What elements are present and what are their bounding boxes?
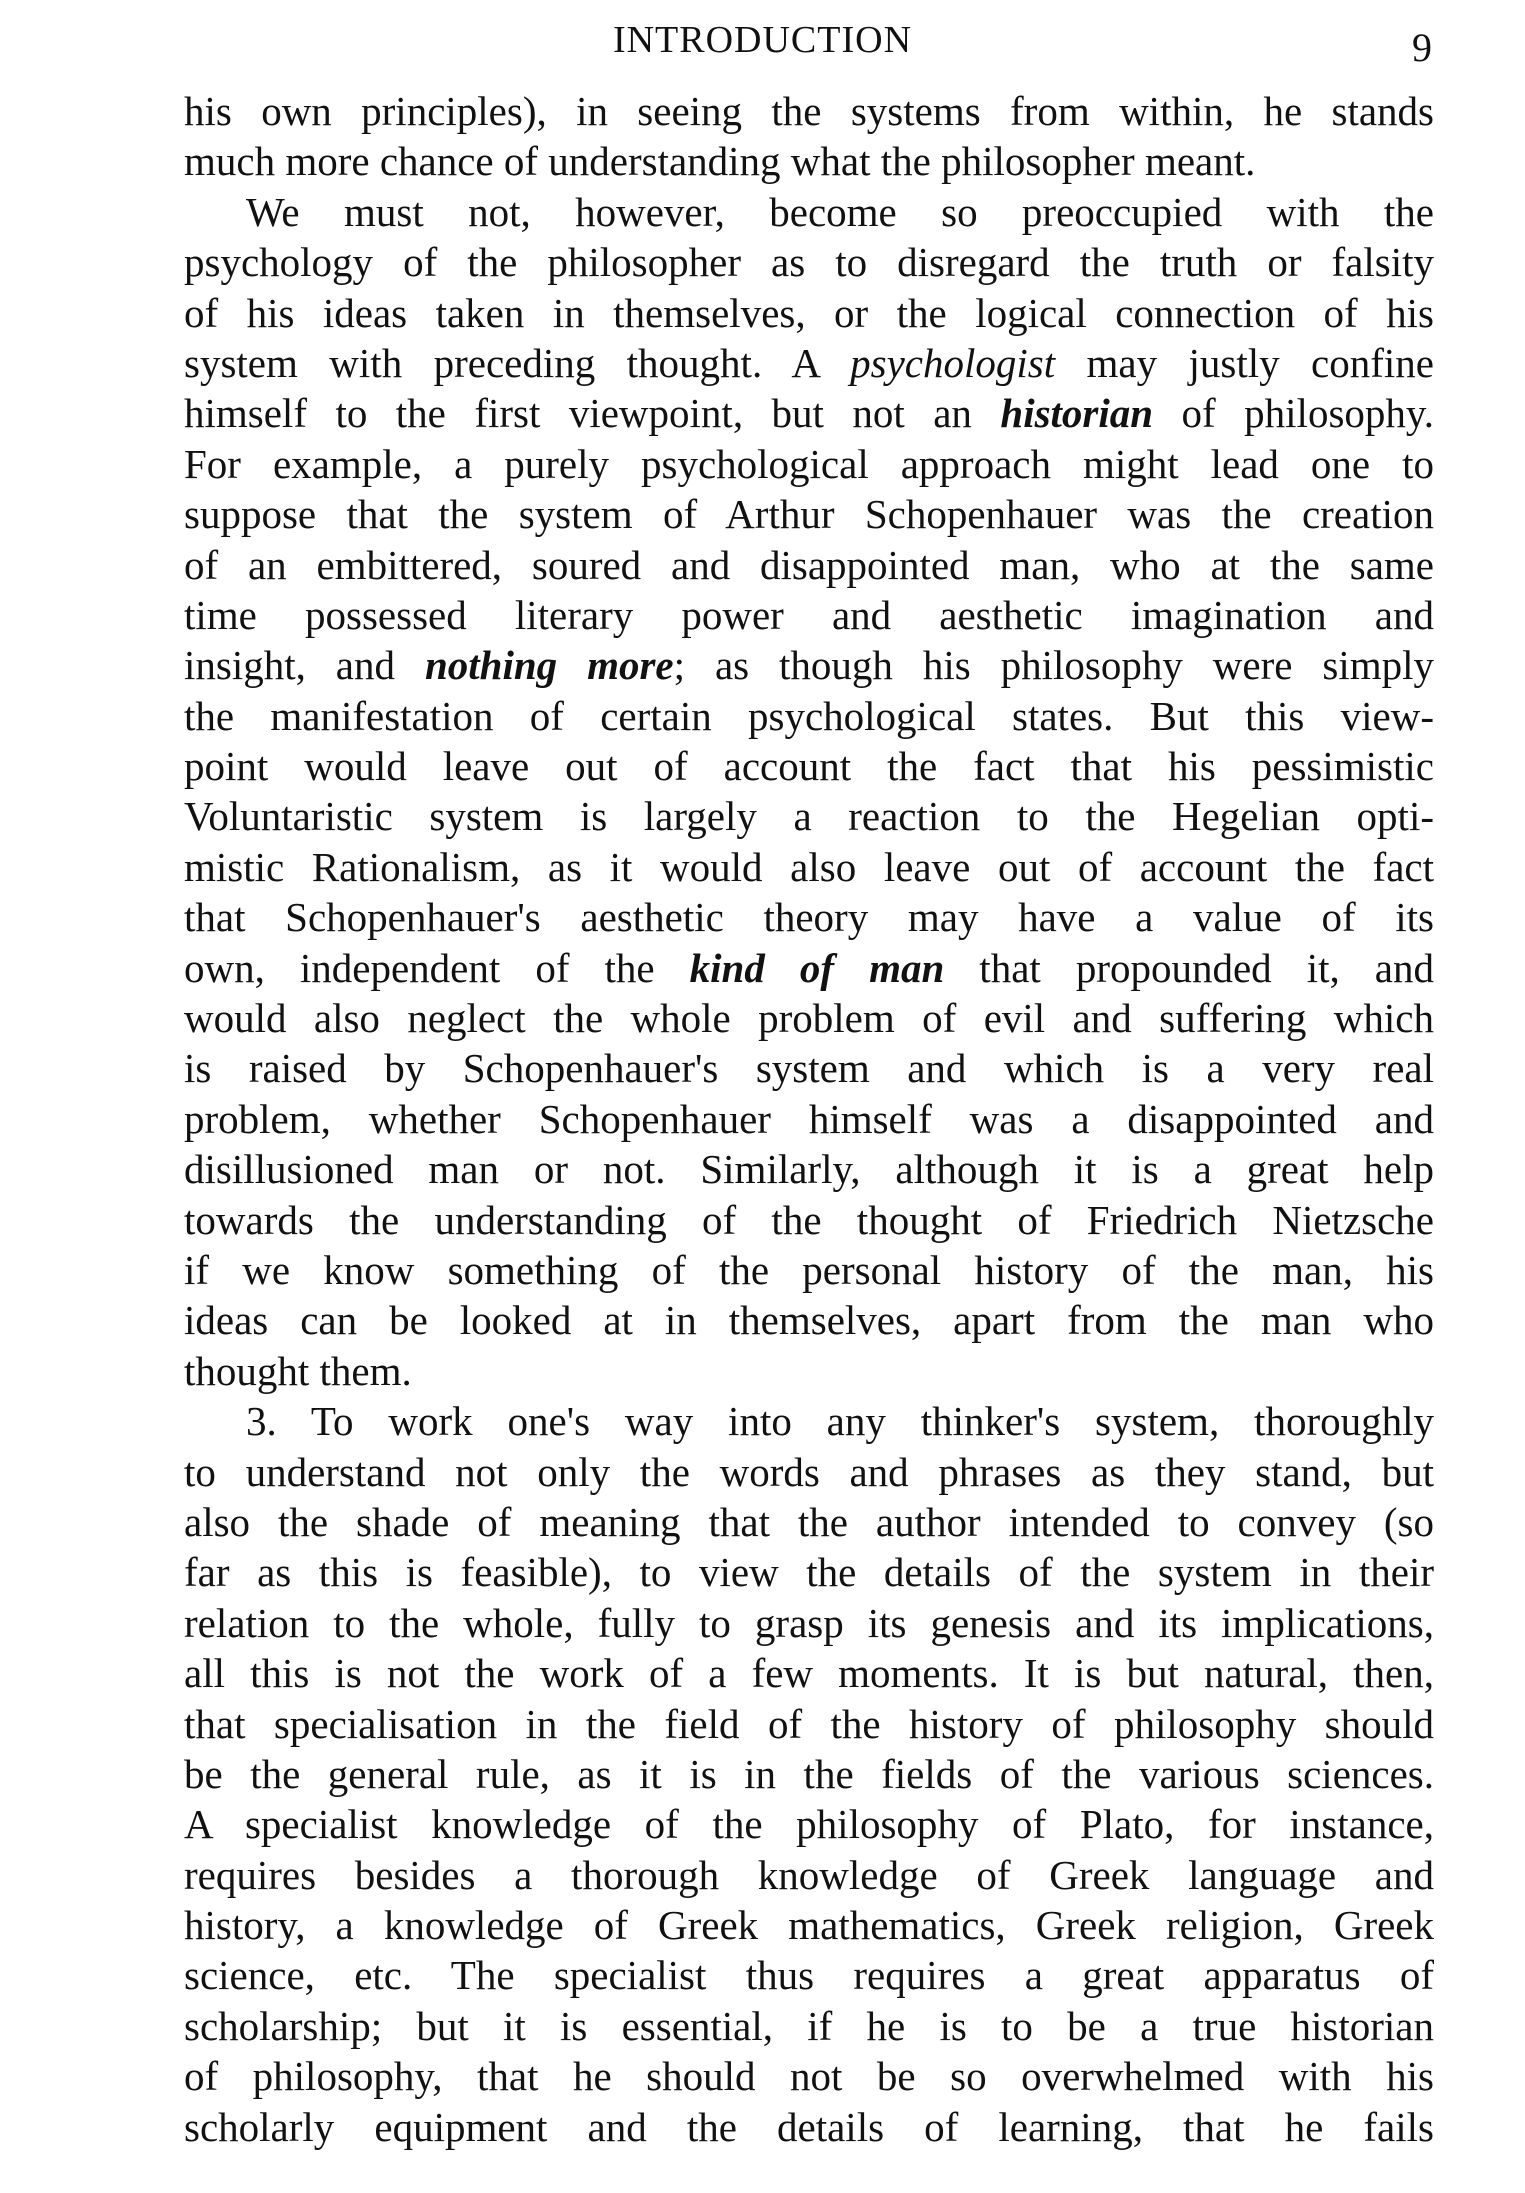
text-line: We must not, however, become so preoccupied with the — [246, 188, 1434, 235]
text-line: thought them. — [184, 1347, 412, 1394]
text-line: all this is not the work of a few moments. It is but natural, then, — [184, 1650, 1434, 1697]
text-line: disillusioned man or not. Similarly, although it is a great help — [184, 1146, 1434, 1193]
text-line: A specialist knowledge of the philosophy of Plato, for instance, — [184, 1801, 1434, 1848]
running-head — [0, 14, 1525, 68]
text-line: much more chance of understanding what the philosopher meant. — [184, 138, 1256, 185]
text-line: that Schopenhauer's aesthetic theory may have a value of its — [184, 894, 1434, 941]
text-line: Voluntaristic system is largely a reaction to the Hegelian opti- — [184, 793, 1434, 840]
text-line: far as this is feasible), to view the details of the system in their — [184, 1549, 1434, 1596]
text-line — [184, 388, 1434, 438]
text-run: of philosophy. — [1153, 390, 1434, 437]
text-line: history, a knowledge of Greek mathematics, Greek religion, Greek — [184, 1902, 1434, 1949]
text-line: mistic Rationalism, as it would also leave out of account the fact — [184, 843, 1434, 890]
text-line — [184, 943, 1434, 993]
text-line: to understand not only the words and phrases as they stand, but — [184, 1448, 1434, 1495]
text-line: scholarship; but it is essential, if he is to be a true historian — [184, 2002, 1434, 2049]
italic-term-psychologist: psychologist — [850, 339, 1056, 386]
italic-term-nothing-more: nothing more — [424, 642, 674, 689]
text-line: 3. To work one's way into any thinker's system, thoroughly — [246, 1398, 1434, 1445]
text-line: time possessed literary power and aesthetic imagination and — [184, 591, 1434, 638]
running-title: INTRODUCTION — [612, 19, 913, 61]
text-line: of philosophy, that he should not be so overwhelmed with his — [184, 2053, 1434, 2100]
text-line: of an embittered, soured and disappointed man, who at the same — [184, 541, 1434, 588]
text-line: his own principles), in seeing the systems from within, he stands — [184, 88, 1434, 134]
italic-term-kind-of-man: kind of man — [689, 944, 945, 991]
text-line: psychology of the philosopher as to disregard the truth or falsity — [184, 239, 1434, 286]
text-line: relation to the whole, fully to grasp its genesis and its implications, — [184, 1599, 1434, 1646]
text-run: own, independent of the — [184, 944, 690, 991]
text-line: of his ideas taken in themselves, or the logical connection of his — [184, 289, 1434, 336]
text-line: problem, whether Schopenhauer himself was a disappointed and — [184, 1095, 1434, 1142]
text-run: that propounded it, and — [944, 944, 1434, 991]
text-run: insight, and — [184, 642, 425, 689]
text-run: system with preceding thought. A — [184, 339, 851, 386]
body-text — [184, 86, 1434, 2152]
text-run: may justly confine — [1055, 339, 1434, 386]
text-line — [184, 338, 1434, 388]
text-run: ; as though his philosophy were simply — [673, 642, 1435, 689]
text-line: requires besides a thorough knowledge of Greek language and — [184, 1851, 1434, 1898]
text-line: that specialisation in the field of the history of philosophy should — [184, 1700, 1434, 1747]
text-line — [184, 640, 1434, 690]
text-line: also the shade of meaning that the author intended to convey (so — [184, 1498, 1434, 1545]
text-run: himself to the first viewpoint, but not an — [184, 390, 1001, 437]
text-line: point would leave out of account the fact that his pessimistic — [184, 743, 1434, 790]
text-line: science, etc. The specialist thus requires a great apparatus of — [184, 1952, 1434, 1999]
page-number: 9 — [1412, 25, 1432, 70]
text-line: ideas can be looked at in themselves, apart from the man who — [184, 1297, 1434, 1344]
text-line: if we know something of the personal history of the man, his — [184, 1246, 1434, 1293]
italic-term-historian: historian — [1000, 390, 1154, 437]
text-line: is raised by Schopenhauer's system and which is a very real — [184, 1045, 1434, 1092]
text-line: suppose that the system of Arthur Schopenhauer was the creation — [184, 491, 1434, 538]
text-line: be the general rule, as it is in the fields of the various sciences. — [184, 1750, 1434, 1797]
text-line: scholarly equipment and the details of learning, that he fails — [184, 2103, 1434, 2150]
text-line: For example, a purely psychological approach might lead one to — [184, 440, 1434, 487]
text-line: towards the understanding of the thought of Friedrich Nietzsche — [184, 1196, 1434, 1243]
text-line: would also neglect the whole problem of evil and suffering which — [184, 995, 1434, 1042]
text-line: the manifestation of certain psychological states. But this view- — [184, 692, 1434, 739]
